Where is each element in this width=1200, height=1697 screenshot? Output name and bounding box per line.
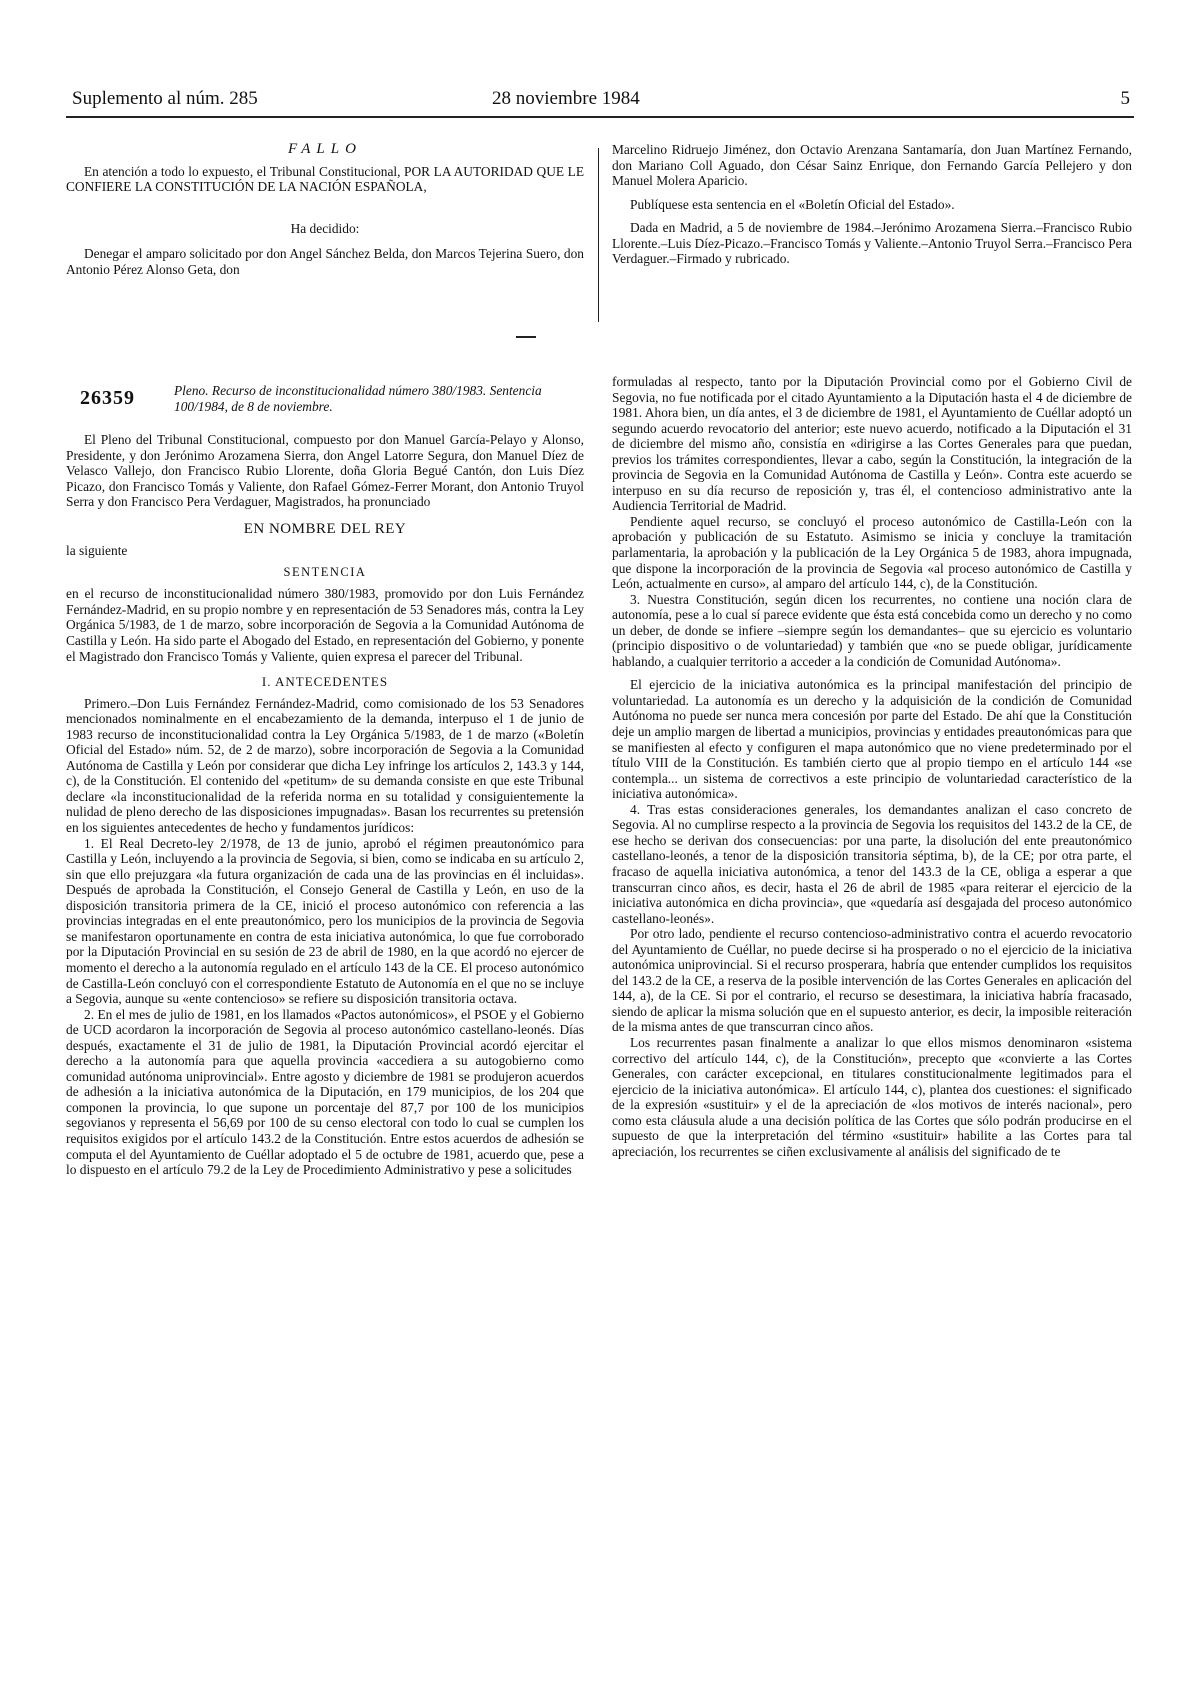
fallo-names: Marcelino Ridruejo Jiménez, don Octavio Arenzana Santamaría, don Juan Martínez Fernando, don Mariano Coll Aguado, don César Sainz Enrique, don Fernando García Pellejero y don Manuel Molera Aparicio. [612, 142, 1132, 189]
section-separator [516, 336, 536, 338]
supplement-label: Suplemento al núm. 285 [72, 88, 258, 109]
fallo-column-right [612, 142, 1132, 267]
right-paragraph-5: 4. Tras estas consideraciones generales, los demandantes analizan el caso concreto de Segovia. Al no cumplirse respecto a la provincia de Segovia los requisitos del 143.2 de la CE, de ese hecho se derivan dos consecuencias: por una parte, la disolución del ente preautonómico castellano-leonés, a tenor de la disposición transitoria séptima, b), de la CE; por otra parte, el fracaso de aquella iniciativa autonómica, a tenor del 143.3 de la CE, obliga a esperar a que transcurran cinco años, es decir, hasta el 26 de abril de 1985 «para reiterar el ejercicio de la iniciativa autonómica en dicha provincia», que «quedaría así desgajada del proceso autonómico castellano-leonés». [612, 801, 1132, 926]
publiquese: Publíquese esta sentencia en el «Boletín Oficial del Estado». [630, 196, 955, 212]
en-nombre-del-rey: EN NOMBRE DEL REY [243, 520, 407, 537]
primero-paragraph: Primero.–Don Luis Fernández Fernández-Madrid, como comisionado de los 53 Senadores mencionados nominalmente en el encabezamiento de la demanda, interpuso el 1 de junio de 1983 recurso de inconstitucionalidad contra la Ley Orgánica 5/1983, de 1 de marzo («Boletín Oficial del Estado» núm. 52, de 2 de marzo), sobre incorporación de Segovia a la Comunidad Autónoma de Castilla y León por considerar que dicha Ley infringe los artículos 2, 143.3 y 144, c), de la Constitución. El contenido del «petitum» de su demanda consiste en que este Tribunal declare «la inconstitucionalidad de la referida norma en su totalidad y consiguientemente la nulidad de pleno derecho de las disposiciones impugnadas». Basan los recurrentes su pretensión en los siguientes antecedentes de hecho y fundamentos jurídicos: [66, 695, 584, 836]
sentence-title: Pleno. Recurso de inconstitucionalidad número 380/1983. Sentencia 100/1984, de 8 de noviembre. [174, 383, 542, 414]
sentence-column-left [66, 432, 584, 1178]
recurso-paragraph: en el recurso de inconstitucionalidad número 380/1983, promovido por don Luis Fernández Fernández-Madrid, en su propio nombre y en representación de 53 Senadores más, contra la Ley Orgánica 5/1983, de 1 de marzo, sobre incorporación de Segovia a la Comunidad Autónoma de Castilla y León. Ha sido parte el Abogado del Estado, en representación del Gobierno, y ponente el Magistrado don Francisco Tomás y Valiente, quien expresa el parecer del Tribunal. [66, 586, 584, 664]
antecedentes-heading: I. ANTECEDENTES [261, 674, 389, 690]
page-header [72, 88, 1130, 114]
paragraph-1: 1. El Real Decreto-ley 2/1978, de 13 de junio, aprobó el régimen preautonómico para Castilla y León, incluyendo a la provincia de Segovia, si bien, como se indicaba en su artículo 2, sin que ello prejuzgara «la futura organización de cada una de las provincias en él incluidas». Después de aprobada la Constitución, el Consejo General de Castilla y León, en uso de la disposición transitoria primera de la CE, inició el proceso autonómico con referencia a las provincias integradas en el ente preautonómico, pero los municipios de la provincia de Segovia se manifestaron oportunamente en contra de esta iniciativa autonómica, lo que fue corroborado por la Diputación Provincial en su sesión de 23 de abril de 1980, en la que acordó no ejercer de momento el derecho a la autonomía regulado en el artículo 143 de la CE. El proceso autonómico de Castilla-León concluyó con el correspondiente Estatuto de Autonomía en el que no se incluye a Segovia, aunque su «ente contencioso» se refiere su disposición transitoria octava. [66, 835, 584, 1007]
column-divider [598, 148, 599, 322]
la-siguiente: la siguiente [66, 543, 128, 559]
right-paragraph-4: El ejercicio de la iniciativa autonómica es la principal manifestación del principio de voluntariedad. La autonomía es un derecho y la adquisición de la condición de Comunidad Autónoma no puede ser nunca mera concesión por parte del Estado. De ahí que la Constitución deje un amplio margen de libertad a municipios, provincias y entidades preautonómicas para que se manifiesten al efecto y configuren el mapa autonómico que no viene predeterminado por el título VIII de la Constitución. Es también cierto que al propio tiempo en el artículo 144 «se contempla... un sistema de correctivos a este principio de voluntariedad característico de la iniciativa autonómica». [612, 677, 1132, 802]
right-paragraph-6: Por otro lado, pendiente el recurso contencioso-administrativo contra el acuerdo revocatorio del Ayuntamiento de Cuéllar, no puede decirse si ha prosperado o no el ejercicio de la iniciativa autonómica uniprovincial. Si el recurso prosperara, habría que entender cumplidos los requisitos del 143.2 de la CE, a reserva de la posible intervención de las Cortes Generales en aplicación del 144, a), de la CE. Si por el contrario, el recurso se desestimara, la iniciativa habría fracasado, siendo de aplicar la misma solución que en el supuesto anterior, es decir, la imposible reiteración de la misma antes de que transcurran cinco años. [612, 926, 1132, 1035]
fallo-deny: Denegar el amparo solicitado por don Angel Sánchez Belda, don Marcos Tejerina Suero, don Antonio Pérez Alonso Geta, don [66, 246, 584, 277]
fallo-column-left [66, 142, 584, 277]
sentence-number: 26359 [80, 387, 135, 409]
right-paragraph-3: 3. Nuestra Constitución, según dicen los recurrentes, no contiene una noción clara de autonomía, pese a lo cual sí parece evidente que ésta está concebida como un derecho y no como un deber, de donde se infiere –siempre según los demandantes– que su ejercicio es voluntario (principio dispositivo o de voluntariedad) y también que «no se puede obligar, jurídicamente hablando, a cualquier territorio a acceder a la condición de Comunidad Autónoma». [612, 591, 1132, 669]
signatures: Dada en Madrid, a 5 de noviembre de 1984.–Jerónimo Arozamena Sierra.–Francisco Rubio Llorente.–Luis Díez-Picazo.–Francisco Tomás y Valiente.–Antonio Truyol Serra.–Francisco Pera Verdaguer.–Firmado y rubricado. [612, 220, 1132, 267]
fallo-decided: Ha decidido: [290, 220, 360, 236]
right-paragraph-1: formuladas al respecto, tanto por la Diputación Provincial como por el Gobierno Civil de Segovia, no fue notificada por el citado Ayuntamiento a la Diputación hasta el 4 de diciembre de 1981. Ahora bien, un día antes, el 3 de diciembre de 1981, el Ayuntamiento de Cuéllar adoptó un segundo acuerdo revocatorio del anterior; este nuevo acuerdo, notificado a la Diputación el 31 de diciembre del mismo año, consistía en «dirigirse a las Cortes Generales para que puedan, previos los trámites correspondientes, llevar a cabo, según la Constitución, la integración de la provincia de Segovia en la Comunidad Autónoma de Castilla y León». Contra este acuerdo se interpuso en su día recurso de reposición y, tras él, el contencioso administrativo ante la Audiencia Territorial de Madrid. [612, 374, 1132, 514]
right-paragraph-7: Los recurrentes pasan finalmente a analizar lo que ellos mismos denominaron «sistema correctivo del artículo 144, c), de la Constitución», precepto que «convierte a las Cortes Generales, con carácter excepcional, en titulares constitucionalmente legitimados para el ejercicio de la iniciativa autonómica». El artículo 144, c), plantea dos cuestiones: el significado de la expresión «sustituir» y el de la apreciación de «los motivos de interés nacional», pero como esta cláusula alude a una decisión política de las Cortes que sólo podrán producirse en el supuesto de que la interpretación del término «sustituir» habilite a las Cortes para tal apreciación, los recurrentes se ciñen exclusivamente al análisis del significado de te [612, 1034, 1132, 1159]
fallo-intro: En atención a todo lo expuesto, el Tribunal Constitucional, POR LA AUTORIDAD QUE LE CONFIERE LA CONSTITUCIÓN DE LA NACIÓN ESPAÑOLA, [66, 163, 584, 195]
page-number: 5 [1120, 88, 1130, 109]
sentence-column-right [612, 374, 1132, 1159]
right-paragraph-2: Pendiente aquel recurso, se concluyó el proceso autonómico de Castilla-León con la aprobación y publicación de su Estatuto. Asimismo se inicia y concluye la tramitación parlamentaria, la aprobación y la publicación de la Ley Orgánica 5 de 1983, ahora impugnada, que dispone la incorporación de la provincia de Segovia «al proceso autonómico de Castilla y León, actualmente en curso», al amparo del artículo 144, c), de la Constitución. [612, 513, 1132, 592]
header-rule [66, 116, 1134, 118]
sentencia-heading: SENTENCIA [283, 564, 367, 579]
fallo-title: FALLO [288, 141, 362, 157]
header-date: 28 noviembre 1984 [492, 88, 640, 109]
pleno-paragraph: El Pleno del Tribunal Constitucional, compuesto por don Manuel García-Pelayo y Alonso, Presidente, y don Jerónimo Arozamena Sierra, don Angel Latorre Segura, don Manuel Díez de Velasco Vallejo, don Francisco Rubio Llorente, doña Gloria Begué Cantón, don Luis Díez Picazo, don Francisco Tomás y Valiente, don Rafael Gómez-Ferrer Morant, don Antonio Truyol Serra y don Francisco Pera Verdaguer, Magistrados, ha pronunciado [66, 432, 584, 510]
paragraph-2: 2. En el mes de julio de 1981, en los llamados «Pactos autonómicos», el PSOE y el Gobierno de UCD acordaron la incorporación de Segovia al proceso autonómico castellano-leonés. Días después, exactamente el 31 de julio de 1981, la Diputación Provincial acordó ejercitar el derecho a la autonomía para que aquella provincia «accediera a su autogobierno como comunidad autónoma uniprovincial». Entre agosto y diciembre de 1981 se produjeron acuerdos de adhesión a la iniciativa autonómica de la Diputación, en 179 municipios, de los 204 que componen la provincia, lo que supone un porcentaje del 87,7 por 100 de los municipios segovianos y representa el 56,69 por 100 de su censo electoral con todo lo cual se cumplen los requisitos exigidos por el artículo 143.2 de la Constitución. Entre estos acuerdos de adhesión se computa el del Ayuntamiento de Cuéllar adoptado el 5 de octubre de 1981, acuerdo que, pese a lo dispuesto en el artículo 79.2 de la Ley de Procedimiento Administrativo y pese a solicitudes [66, 1006, 584, 1178]
